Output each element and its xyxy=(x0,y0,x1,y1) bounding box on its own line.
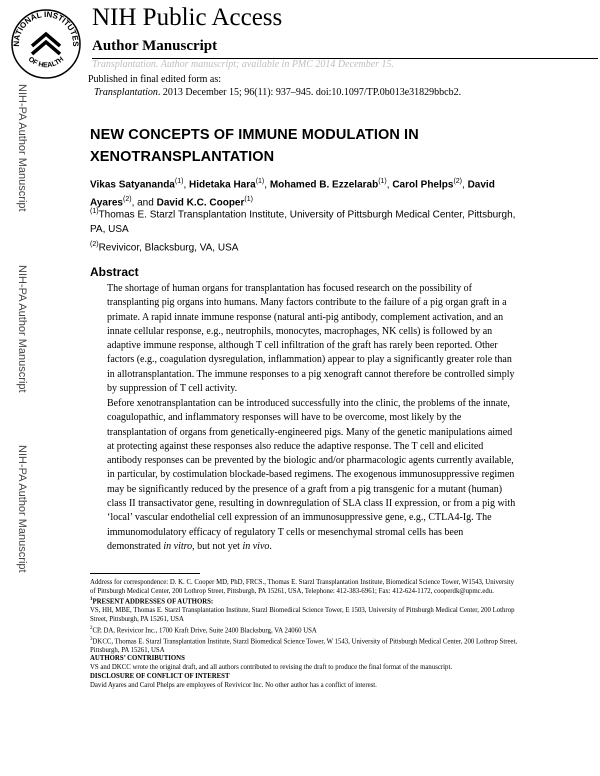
affiliation-1 xyxy=(90,204,530,237)
affiliation-text: Thomas E. Starzl Transplantation Institute, University of Pittsburgh Medical Center, Pittsburgh, PA, USA xyxy=(90,209,516,236)
italic-term: in vivo xyxy=(242,540,270,552)
footnote-text: DKCC, Thomas E. Starzl Transplantation Institute, Starzl Biomedical Science Tower, W 1543, University of Pittsburgh Medical Center, 200 Lothrop Street, Pittsburgh, PA 15261, USA xyxy=(90,638,518,654)
svg-text:NATIONAL INSTITUTES: NATIONAL INSTITUTES xyxy=(11,9,81,47)
abstract-heading: Abstract xyxy=(90,265,139,279)
author-name: Hidetaka Hara xyxy=(189,179,256,191)
affiliation-sup: (2) xyxy=(90,241,99,248)
journal-name: Transplantation xyxy=(94,87,158,98)
author-affil-sup: (2) xyxy=(123,196,132,204)
nih-seal-logo xyxy=(6,4,86,80)
author-separator: , xyxy=(462,179,468,191)
conflict-heading: DISCLOSURE OF CONFLICT OF INTEREST xyxy=(90,672,230,680)
sidebar-label-1: NIH-PA Author Manuscript xyxy=(16,84,28,212)
contributions-heading: AUTHORS’ CONTRIBUTIONS xyxy=(90,655,185,663)
sidebar-label-3: NIH-PA Author Manuscript xyxy=(16,445,28,573)
author-separator: , xyxy=(183,179,189,191)
footnote-number: 1 xyxy=(90,597,93,603)
header-subtitle: Author Manuscript xyxy=(92,38,218,54)
sidebar-label-2: NIH-PA Author Manuscript xyxy=(16,265,28,393)
paragraph-text: Before xenotransplantation can be introduced successfully into the clinic, the problems of the innate, coagulopathic, and inflammatory responses will have to be overcome, most likely by the transplantation of organs from genetically-engineered pigs. Many of the genetic manipulations aimed at protecting against these responses also reduce the adaptive response. The T cell and elicited antibody responses can be prevented by the biologic and/or pharmacologic agents currently available, in particular, by costimulation blockade-based regimens. The exogenous immunosuppressive regimen may be significantly reduced by the presence of a graft from a pig transgenic for a mutant (human) class II transactivator gene, resulting in downregulation of SLA class II expression, or from a pig with ‘local’ vascular endothelial cell expression of an immunosuppressive gene, e.g., CTLA4-Ig. The immunomodulatory efficacy of regulatory T cells or mesenchymal stromal cells has been demonstrated xyxy=(107,398,516,552)
abstract-paragraph-2 xyxy=(107,397,519,554)
affiliation-2 xyxy=(90,237,530,255)
footnotes xyxy=(90,579,518,690)
footnote-number: 2 xyxy=(90,625,93,631)
footnote-text: CP, DA, Revivicor Inc., 1700 Kraft Drive, Suite 2400 Blacksburg, VA 24060 USA xyxy=(92,627,317,635)
present-addresses-heading xyxy=(90,596,518,607)
italic-term: in vitro xyxy=(163,540,193,552)
header-title: NIH Public Access xyxy=(92,4,283,31)
svg-text:OF HEALTH: OF HEALTH xyxy=(26,55,66,70)
publication-info xyxy=(88,73,461,99)
article-title-line-1: NEW CONCEPTS OF IMMUNE MODULATION IN xyxy=(90,127,419,143)
author-separator: , xyxy=(264,179,270,191)
contributions-text: VS and DKCC wrote the original draft, and all authors contributed to revising the draft to produce the final format of the manuscript. xyxy=(90,664,453,672)
author-affil-sup: (2) xyxy=(453,178,463,185)
paragraph-text: . xyxy=(269,540,272,552)
author-separator: , xyxy=(386,179,393,191)
correspondence-note: Address for correspondence: D. K. C. Cooper MD, PhD, FRCS., Thomas E. Starzl Transplantation Institute, Biomedical Science Tower, W1543, University of Pittsburgh Medical Center, 200 Lothrop Street, Pittsburgh, PA 15261, USA, Telephone: 412-383-6961; Fax: 412-624-1172, cooperdk@upmc.edu. xyxy=(90,579,515,595)
footnote-3 xyxy=(90,636,518,656)
author-affil-sup: (1) xyxy=(244,196,253,204)
author-name: Mohamed B. Ezzelarab xyxy=(269,179,379,191)
footnote-number: 3 xyxy=(90,636,93,642)
conflict-text: David Ayares and Carol Phelps are employees of Revivicor Inc. No other author has a conflict of interest. xyxy=(90,681,377,689)
author-name: Carol Phelps xyxy=(392,179,454,191)
author-affil-sup: (1) xyxy=(255,178,265,185)
article-title-line-2: XENOTRANSPLANTATION xyxy=(90,149,275,165)
footnote-heading: PRESENT ADDRESSES OF AUTHORS: xyxy=(92,598,214,606)
author-name: David Ayares xyxy=(90,179,495,209)
paragraph-text: , but not yet xyxy=(192,540,243,552)
article-title xyxy=(90,124,550,168)
author-name: Vikas Satyananda xyxy=(90,179,175,191)
author-affil-sup: (1) xyxy=(174,178,184,185)
pmc-availability-note: Transplantation. Author manuscript; available in PMC 2014 December 15. xyxy=(92,59,395,70)
present-addresses-text: VS, HH, MBE, Thomas E. Starzl Transplantation Institute, Starzl Biomedical Science Tower, E 1503, University of Pittsburgh Medical Center, 200 Lothrop Street, Pittsburgh, PA 15261, USA xyxy=(90,607,515,624)
citation xyxy=(94,86,461,99)
author-name: David K.C. Cooper xyxy=(156,197,245,209)
affiliation-sup: (1) xyxy=(90,208,99,215)
footnote-divider xyxy=(90,573,200,574)
citation-details: . 2013 December 15; 96(11): 937–945. doi:10.1097/TP.0b013e31829bbcb2. xyxy=(157,87,462,98)
footnote-2 xyxy=(90,625,518,636)
author-separator: , and xyxy=(131,197,157,209)
author-affil-sup: (1) xyxy=(378,178,387,185)
publication-line: Published in final edited form as: xyxy=(88,74,222,85)
abstract-paragraph-1: The shortage of human organs for transplantation has focused research on the possibility of transplanting pig organs into humans. Many factors contribute to the failure of a pig organ graft in a primate. A rapid innate immune response (natural anti-pig antibody, complement activation, and an innate cellular response, e.g., neutrophils, monocytes, macrophages, NK cells) is followed by an adaptive immune response, although T cell infiltration of the graft has rarely been reported. Other factors (e.g., coagulation dysregulation, inflammation) appear to play a significantly greater role than in allotransplantation. The immune responses to a pig xenograft cannot therefore be controlled simply by suppression of T cell activity. xyxy=(107,283,515,395)
affiliation-text: Revivicor, Blacksburg, VA, USA xyxy=(98,242,239,254)
